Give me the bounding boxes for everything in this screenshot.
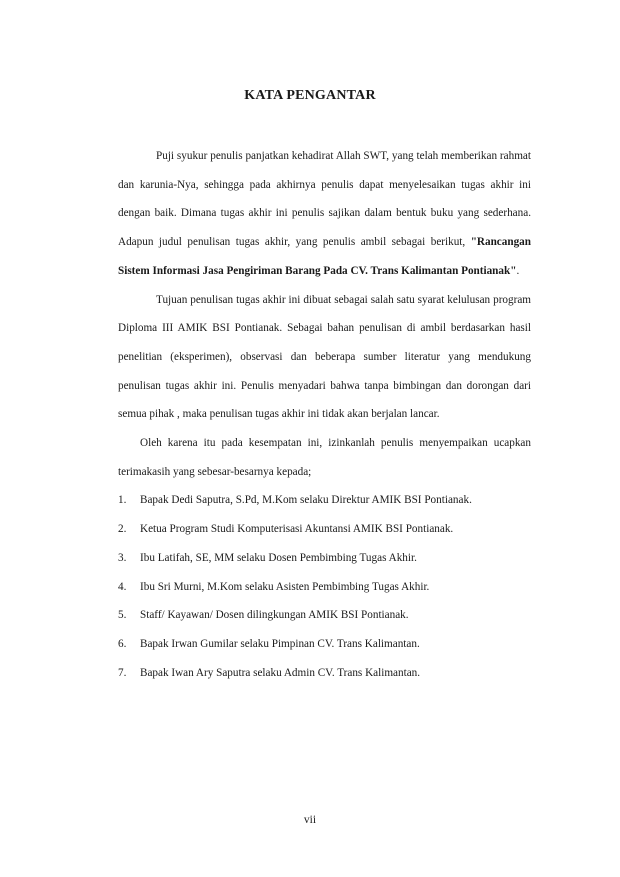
list-item	[118, 515, 531, 544]
list-item-number: 2.	[118, 523, 127, 536]
paragraph-intro-text: Puji syukur penulis panjatkan kehadirat Allah SWT, yang telah memberikan rahmat dan karunia-Nya, sehingga pada akhirnya penulis dapat menyelesaikan tugas akhir ini dengan baik. Dimana tugas akhir ini penulis sajikan dalam bentuk buku yang sederhana. Adapun judul penulisan tugas akhir, yang penulis ambil sebagai berikut,	[118, 150, 531, 249]
paragraph-purpose: Tujuan penulisan tugas akhir ini dibuat sebagai salah satu syarat kelulusan program Diploma III AMIK BSI Pontianak. Sebagai bahan penulisan di ambil berdasarkan hasil penelitian (eksperimen), observasi dan beberapa sumber literatur yang mendukung penulisan tugas akhir ini. Penulis menyadari bahwa tanpa bimbingan dan dorongan dari semua pihak , maka penulisan tugas akhir ini tidak akan berjalan lancar.	[118, 293, 531, 421]
list-item-number: 3.	[118, 551, 127, 564]
list-item-number: 5.	[118, 609, 127, 622]
list-item	[118, 659, 531, 688]
list-item-text: Staff/ Kayawan/ Dosen dilingkungan AMIK BSI Pontianak.	[140, 609, 409, 622]
paragraph-intro	[118, 142, 531, 286]
list-item	[118, 544, 531, 573]
list-item	[118, 486, 531, 515]
list-item-number: 4.	[118, 580, 127, 593]
list-item-text: Bapak Irwan Gumilar selaku Pimpinan CV. Trans Kalimantan.	[140, 637, 420, 650]
page-number: vii	[303, 814, 317, 826]
list-item-number: 6.	[118, 637, 127, 650]
thesis-title: "Rancangan Sistem Informasi Jasa Pengiriman Barang Pada CV. Trans Kalimantan Pontianak"	[118, 236, 531, 277]
list-item-text: Ketua Program Studi Komputerisasi Akuntansi AMIK BSI Pontianak.	[140, 523, 454, 536]
list-item	[118, 573, 531, 602]
list-item-text: Bapak Dedi Saputra, S.Pd, M.Kom selaku Direktur AMIK BSI Pontianak.	[140, 494, 472, 507]
list-item-text: Bapak Iwan Ary Saputra selaku Admin CV. Trans Kalimantan.	[140, 666, 421, 679]
paragraph-intro-end: .	[516, 264, 520, 277]
list-item	[118, 601, 531, 630]
list-item	[118, 630, 531, 659]
list-item-text: Ibu Sri Murni, M.Kom selaku Asisten Pembimbing Tugas Akhir.	[140, 580, 430, 593]
list-item-number: 7.	[118, 666, 127, 679]
paragraph-thanks: Oleh karena itu pada kesempatan ini, izinkanlah penulis menyempaikan ucapkan terimakasih yang sebesar-besarnya kepada;	[118, 437, 531, 478]
list-item-number: 1.	[118, 494, 127, 507]
document-body	[118, 142, 531, 687]
acknowledgement-list	[118, 486, 531, 687]
page-title: KATA PENGANTAR	[244, 88, 376, 103]
list-item-text: Ibu Latifah, SE, MM selaku Dosen Pembimbing Tugas Akhir.	[140, 551, 417, 564]
